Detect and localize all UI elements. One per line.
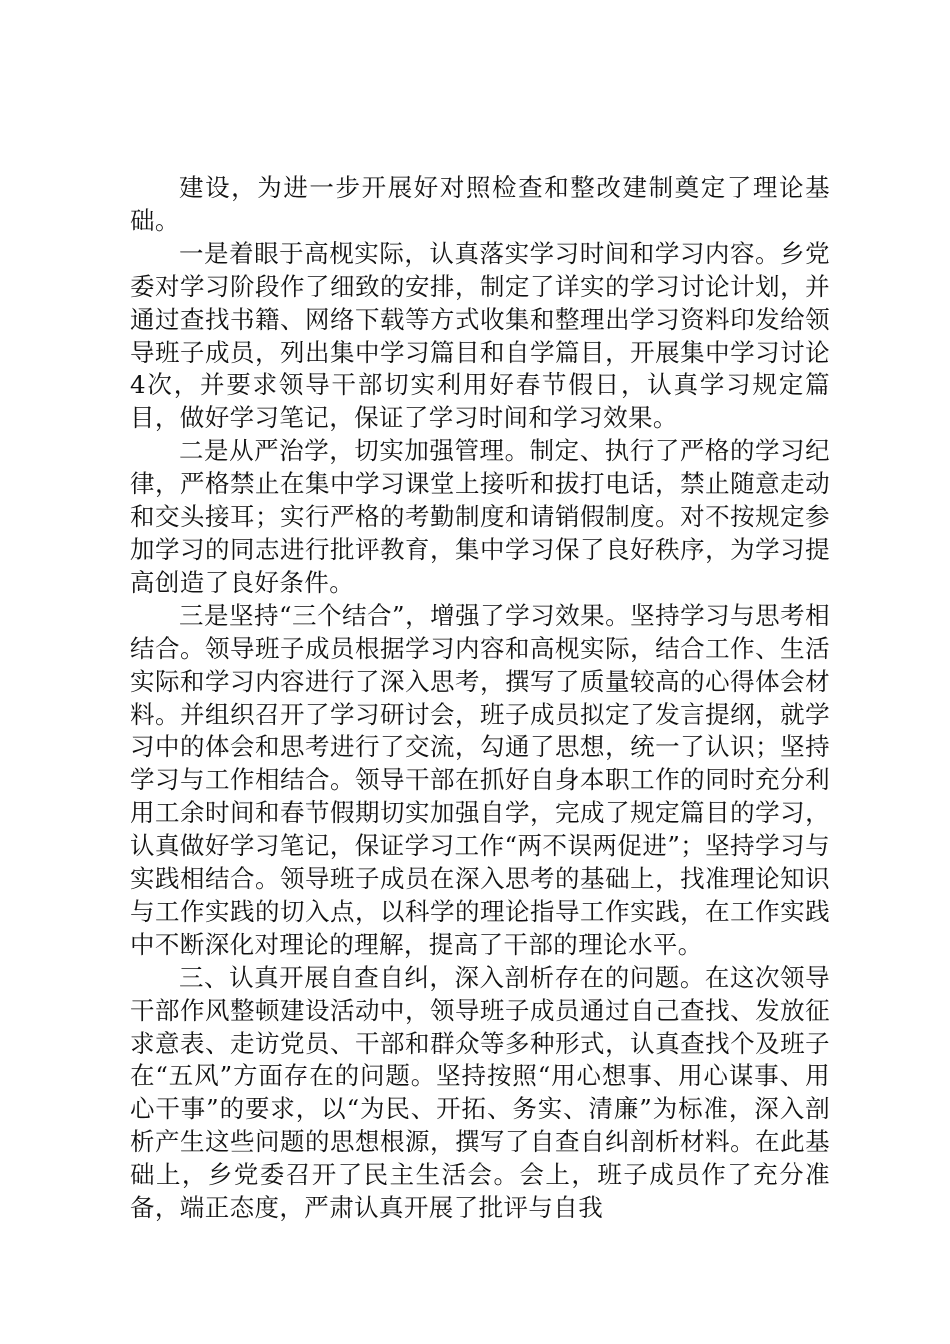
- paragraph-three-combinations: 三是坚持“三个结合”，增强了学习效果。坚持学习与思考相结合。领导班子成员根据学习内容和高枧实际，结合工作、生活实际和学习内容进行了深入思考，撰写了质量较高的心得体会材料。并组织召开了学习研讨会，班子成员拟定了发言提纲，就学习中的体会和思考进行了交流，勾通了思想，统一了认识；坚持学习与工作相结合。领导干部在抓好自身本职工作的同时充分利用工余时间和春节假期切实加强自学，完成了规定篇目的学习，认真做好学习笔记，保证学习工作“两不误两促进”；坚持学习与实践相结合。领导班子成员在深入思考的基础上，找准理论知识与工作实践的切入点，以科学的理论指导工作实践，在工作实践中不断深化对理论的理解，提高了干部的理论水平。: [130, 600, 830, 959]
- paragraph-self-inspection: 三、认真开展自查自纠，深入剖析存在的问题。在这次领导干部作风整顿建设活动中，领导班子成员通过自己查找、发放征求意表、走访党员、干部和群众等多种形式，认真查找个及班子在“五风”方面存在的问题。坚持按照“用心想事、用心谋事、用心干事”的要求，以“为民、开拓、务实、清廉”为标准，深入剖析产生这些问题的思想根源，撰写了自查自纠剖析材料。在此基础上，乡党委召开了民主生活会。会上，班子成员作了充分准备，端正态度，严肃认真开展了批评与自我: [130, 962, 830, 1223]
- document-body: [130, 172, 830, 1225]
- paragraph-continuation: 建设，为进一步开展好对照检查和整改建制奠定了理论基础。: [130, 173, 830, 235]
- paragraph-strict-management: 二是从严治学，切实加强管理。制定、执行了严格的学习纪律，严格禁止在集中学习课堂上接听和拔打电话，禁止随意走动和交头接耳；实行严格的考勤制度和请销假制度。对不按规定参加学习的同志进行批评教育，集中学习保了良好秩序，为学习提高创造了良好条件。: [130, 436, 830, 597]
- paragraph-study-time: 一是着眼于高枧实际，认真落实学习时间和学习内容。乡党委对学习阶段作了细致的安排，制定了详实的学习讨论计划，并通过查找书籍、网络下载等方式收集和整理出学习资料印发给领导班子成员，列出集中学习篇目和自学篇目，开展集中学习讨论4次，并要求领导干部切实利用好春节假日，认真学习规定篇目，做好学习笔记，保证了学习时间和学习效果。: [130, 238, 830, 433]
